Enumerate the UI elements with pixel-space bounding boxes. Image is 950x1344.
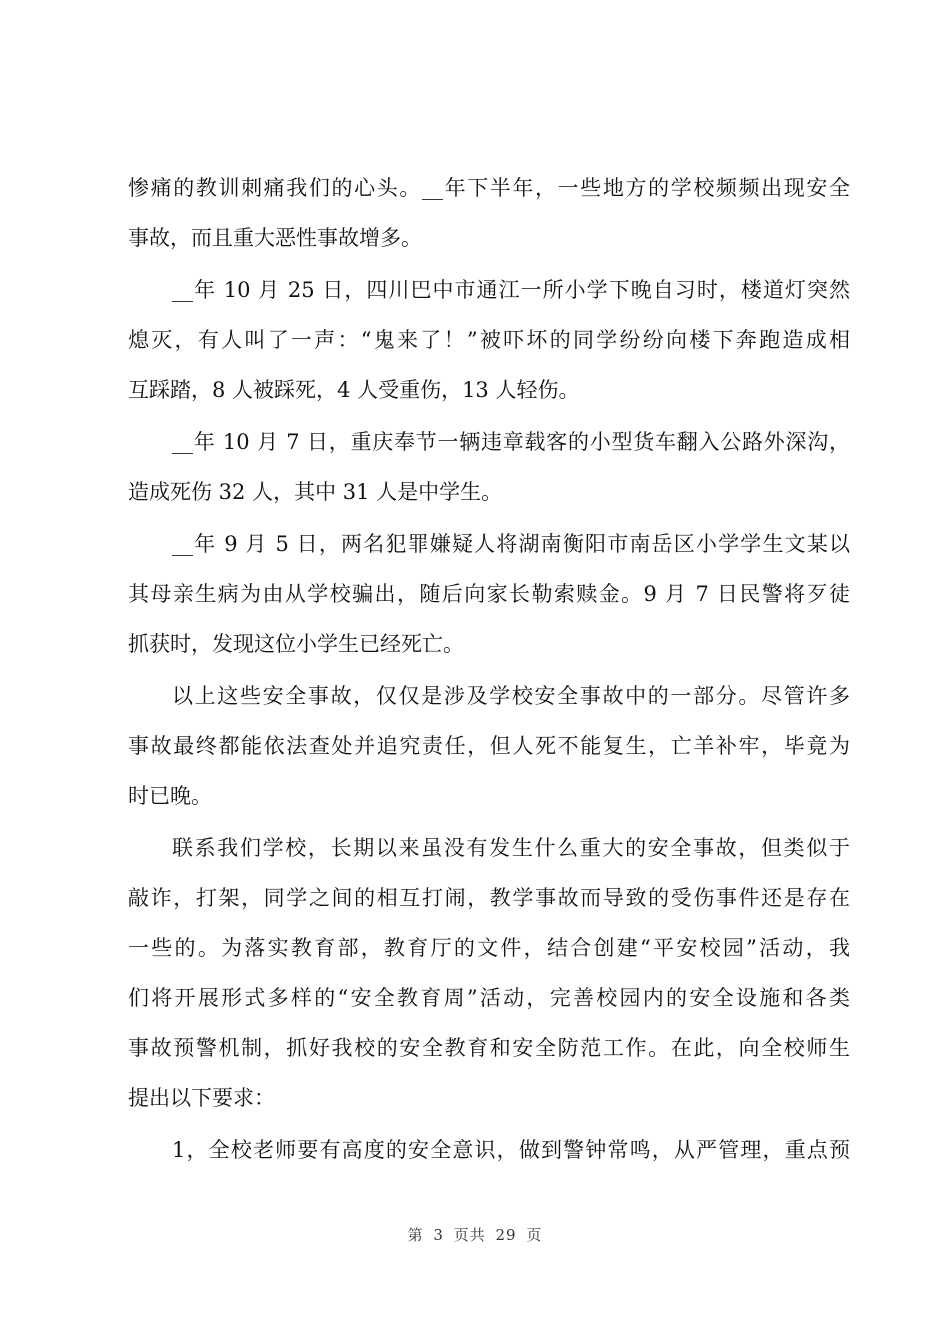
text-line: __年 10 月 25 日，四川巴中市通江一所小学下晚自习时，楼道灯突然 (172, 278, 850, 302)
text-line: 1，全校老师要有高度的安全意识，做到警钟常鸣，从严管理，重点预 (172, 1138, 850, 1162)
text-line: 联系我们学校，长期以来虽没有发生什么重大的安全事故，但类似于 (172, 836, 850, 860)
text-line: 以上这些安全事故，仅仅是涉及学校安全事故中的一部分。尽管许多 (172, 684, 850, 708)
text-line: 一些的。为落实教育部，教育厅的文件，结合创建“平安校园”活动，我 (128, 936, 850, 960)
text-line: 惨痛的教训刺痛我们的心头。__年下半年，一些地方的学校频频出现安全 (128, 176, 850, 200)
text-line: 事故最终都能依法查处并追究责任，但人死不能复生，亡羊补牢，毕竟为 (128, 734, 850, 758)
text-line: 熄灭，有人叫了一声：“鬼来了！”被吓坏的同学纷纷向楼下奔跑造成相 (128, 328, 850, 352)
document-body (128, 163, 850, 1175)
text-line: 敲诈，打架，同学之间的相互打闹，教学事故而导致的受伤事件还是存在 (128, 886, 850, 910)
text-line: 抓获时，发现这位小学生已经死亡。 (128, 632, 464, 656)
text-line: 事故，而且重大恶性事故增多。 (128, 226, 422, 250)
text-line: 提出以下要求： (128, 1086, 275, 1110)
text-line: 其母亲生病为由从学校骗出，随后向家长勒索赎金。9 月 7 日民警将歹徒 (128, 582, 850, 606)
text-line: 们将开展形式多样的“安全教育周”活动，完善校园内的安全设施和各类 (128, 986, 850, 1010)
text-line: 事故预警机制，抓好我校的安全教育和安全防范工作。在此，向全校师生 (128, 1036, 850, 1060)
text-line: __年 10 月 7 日，重庆奉节一辆违章载客的小型货车翻入公路外深沟， (172, 430, 850, 454)
page-number-footer: 第 3 页共 29 页 (407, 1226, 543, 1244)
text-line: 互踩踏，8 人被踩死，4 人受重伤，13 人轻伤。 (128, 378, 580, 402)
text-line: 时已晚。 (128, 784, 212, 808)
text-line: __年 9 月 5 日，两名犯罪嫌疑人将湖南衡阳市南岳区小学学生文某以 (172, 532, 850, 556)
text-line: 造成死伤 32 人，其中 31 人是中学生。 (128, 480, 503, 504)
